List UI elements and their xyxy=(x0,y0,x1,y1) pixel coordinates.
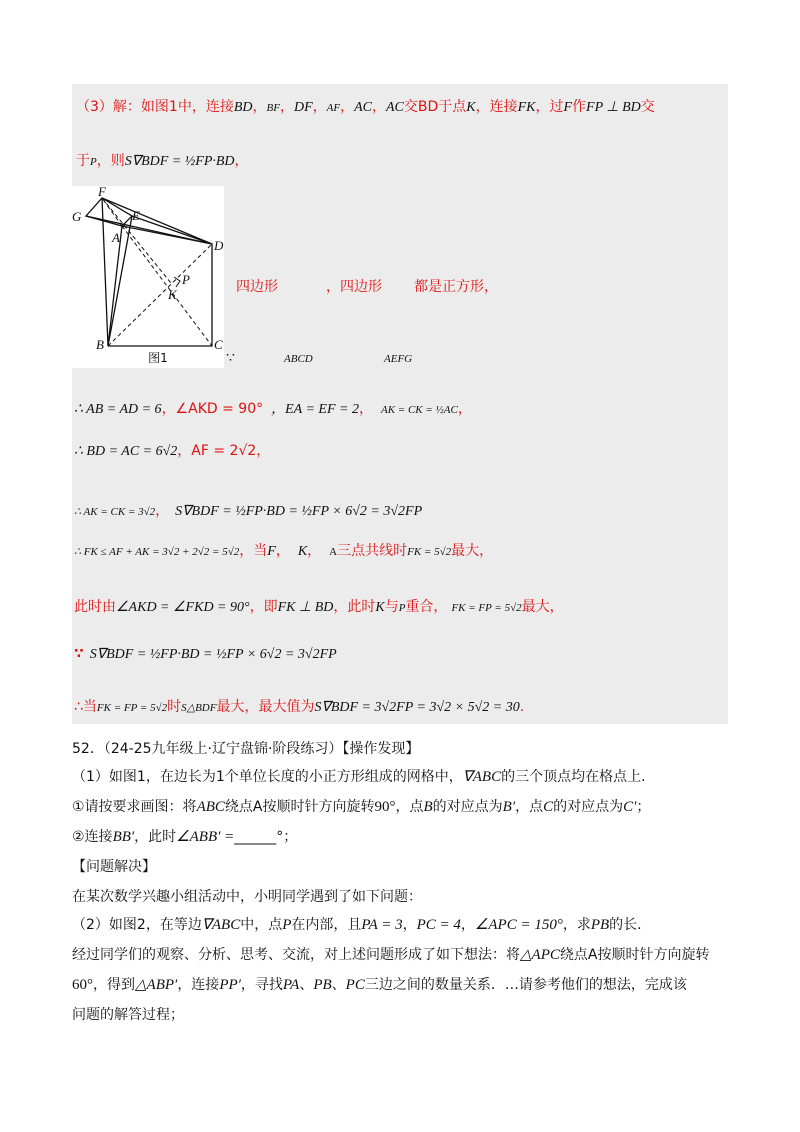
label-a: A xyxy=(112,230,120,245)
solution-line-7: ∴ FK ≤ AF + AK = 3√2 + 2√2 = 5√2，当F， K， A三点共线时FK = 5√2最大， xyxy=(74,543,494,559)
square-aefg xyxy=(86,198,132,226)
label-aefg: AEFG xyxy=(384,353,413,365)
solution-line-1: （3）解：如图1中，连接BD，BF，DF，AF，AC，AC交BD于点K，连接FK，过F作FP ⊥ BD交 xyxy=(76,99,655,115)
solution-line-10: ∴当FK = FP = 5√2时S△BDF最大，最大值为S∇BDF = 3√2FP = 3√2 × 5√2 = 30. xyxy=(74,699,525,715)
solution-line-6: ∴ AK = CK = 3√2， S∇BDF = ½FP·BD = ½FP × 6√2 = 3√2FP xyxy=(74,503,423,519)
diagonal-ac xyxy=(122,226,212,346)
label-p: P xyxy=(182,272,190,287)
label-k: K xyxy=(168,287,177,302)
solution-line-3-c: 都是正方形， xyxy=(414,279,498,295)
question-hint-2: 60°，得到△ABP′，连接PP′，寻找PA、PB、PC三边之间的数量关系．…请参考他们的想法，完成该 xyxy=(72,977,687,993)
figure-1-caption: 图1 xyxy=(148,351,168,365)
question-hint-3: 问题的解答过程； xyxy=(72,1007,184,1023)
because-symbol: ∵ xyxy=(226,351,235,366)
solution-line-5: ∴ BD = AC = 6√2，AF = 2√2， xyxy=(74,443,271,459)
right-angle-mark xyxy=(174,277,180,287)
label-g: G xyxy=(72,209,82,224)
question-step-1: ①请按要求画图：将ABC绕点A按顺时针方向旋转90°，点B的对应点为B′，点C的对应点为C′； xyxy=(72,799,651,815)
question-step-2: ②连接BB′，此时∠ABB′ =______°； xyxy=(72,829,298,845)
answer-blank: ______ xyxy=(234,829,277,845)
question-hint-1: 经过同学们的观察、分析、思考、交流，对上述问题形成了如下想法：将△APC绕点A按顺时针方向旋转 xyxy=(72,947,710,963)
question-part-2: （2）如图2，在等边∇ABC中，点P在内部，且PA = 3，PC = 4，∠APC = 150°，求PB的长. xyxy=(72,917,642,933)
solution-line-2: 于P，则S∇BDF = ½FP·BD， xyxy=(76,153,249,169)
figure-1 xyxy=(72,186,224,368)
solution-line-8: 此时由∠AKD = ∠FKD = 90°，即FK ⊥ BD，此时K与P重合， FK = FP = 5√2最大， xyxy=(74,599,564,615)
solution-line-9: ∵ S∇BDF = ½FP·BD = ½FP × 6√2 = 3√2FP xyxy=(74,646,337,662)
question-section-tag: 【问题解决】 xyxy=(72,859,156,875)
solution-line-3-a: 四边形 xyxy=(236,279,278,295)
square-abcd-sides xyxy=(108,226,212,346)
solution-line-3-b: ，四边形 xyxy=(326,279,382,295)
question-header: 52．（24-25九年级上·辽宁盘锦·阶段练习）【操作发现】 xyxy=(72,741,420,757)
question-part-1: （1）如图1，在边长为1个单位长度的小正方形组成的网格中，∇ABC的三个顶点均在格点上. xyxy=(72,769,646,785)
question-intro: 在某次数学兴趣小组活动中，小明同学遇到了如下问题： xyxy=(72,889,422,905)
label-e: E xyxy=(132,208,140,223)
segment-gd xyxy=(86,216,212,244)
figure-1-diagram xyxy=(72,186,224,368)
solution-line-4: ∴ AB = AD = 6，∠AKD = 90° ，EA = EF = 2， AK = CK = ½AC， xyxy=(74,401,472,417)
label-f: F xyxy=(98,186,106,199)
label-abcd: ABCD xyxy=(284,353,313,365)
label-b: B xyxy=(96,337,104,352)
label-c: C xyxy=(214,337,223,352)
label-d: D xyxy=(214,238,224,253)
